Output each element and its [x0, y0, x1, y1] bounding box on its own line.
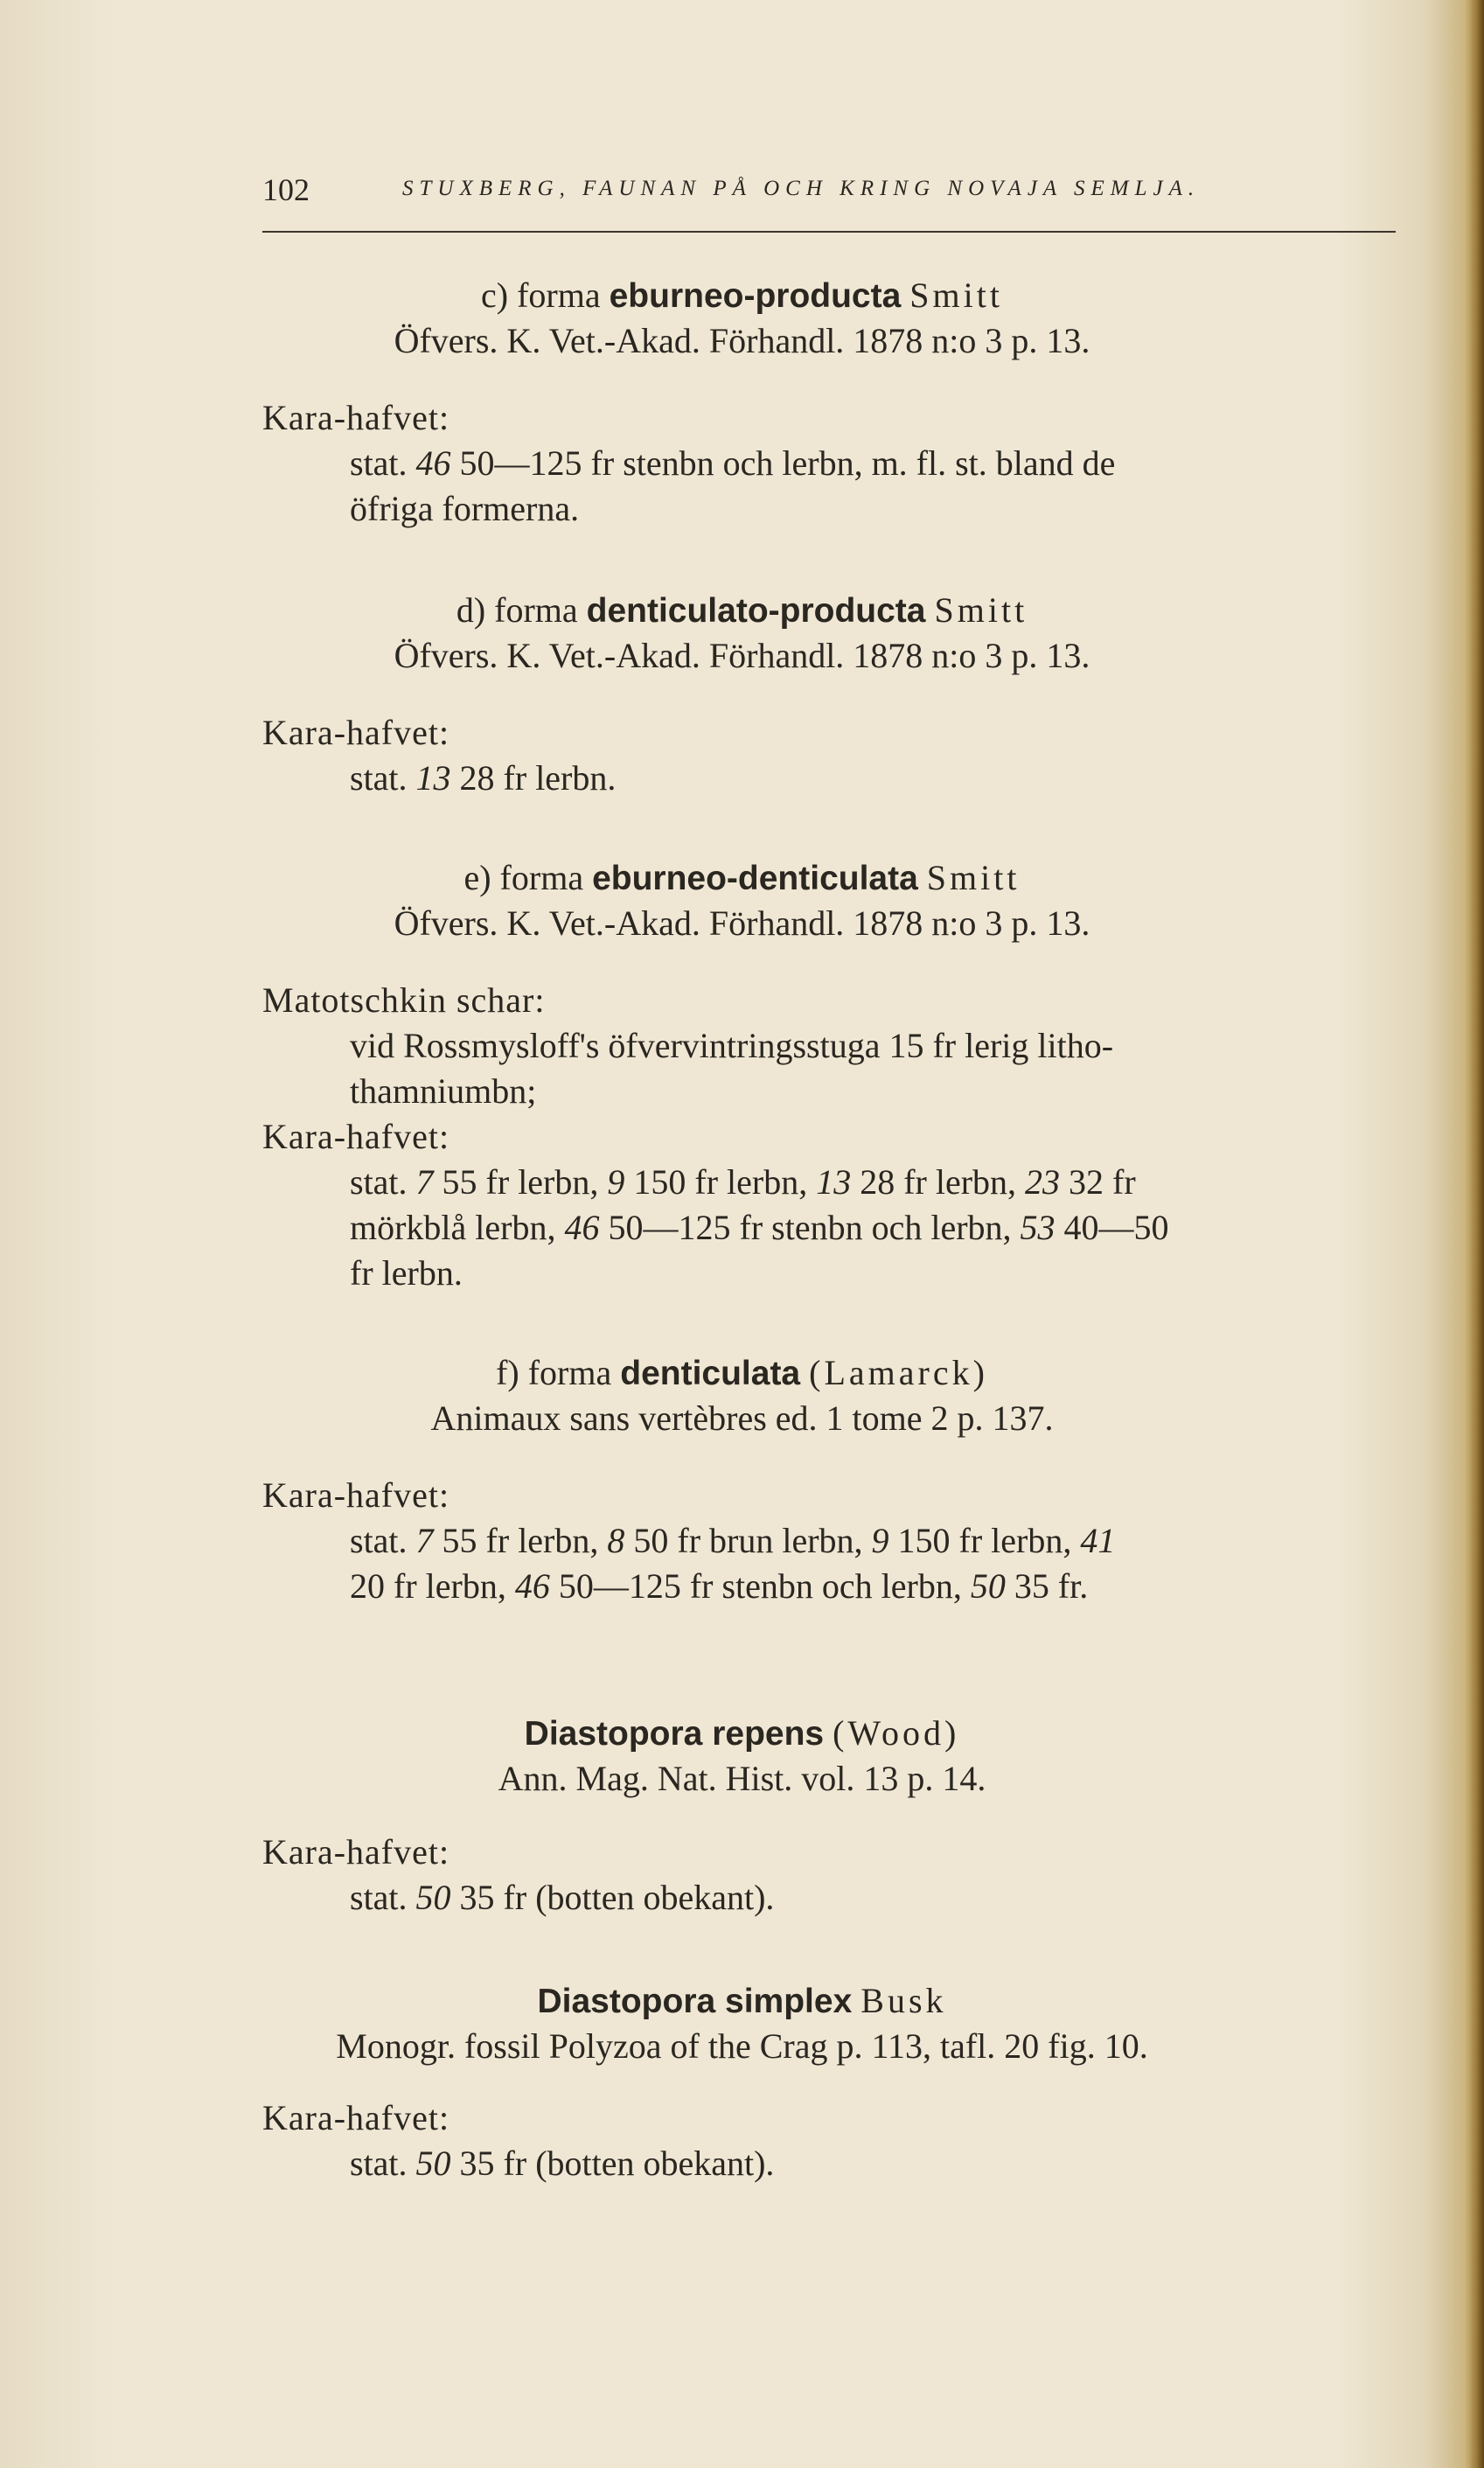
stat-text: 150 fr lerbn,: [888, 1521, 1081, 1560]
location-label: Kara-hafvet:: [262, 398, 450, 437]
heading-diastopora-repens: [0, 1713, 1484, 1753]
taxon-author: Smitt: [909, 275, 1003, 315]
heading-eburneo-producta: [0, 275, 1484, 315]
taxon-author: Smitt: [934, 590, 1028, 630]
page-header: [262, 171, 1399, 215]
station-number: 50: [415, 2144, 451, 2183]
station-number: 46: [415, 443, 451, 483]
station-line: [350, 2146, 774, 2181]
station-number: 9: [607, 1162, 625, 1202]
station-line: [350, 1162, 1136, 1202]
station-line: [350, 1566, 1089, 1606]
taxon-name: eburneo-denticulata: [592, 860, 918, 897]
station-line: fr lerbn.: [350, 1253, 463, 1293]
taxon-author: Busk: [860, 1981, 947, 2020]
reference-line: Monogr. fossil Polyzoa of the Crag p. 113, tafl. 20 fig. 10.: [336, 2026, 1148, 2066]
location-label: Matotschkin schar:: [262, 980, 546, 1020]
station-line: [350, 1880, 774, 1915]
station-number: 7: [415, 1162, 434, 1202]
heading-denticulata: [0, 1353, 1484, 1392]
station-line: [350, 1523, 1115, 1558]
location-label: Kara-hafvet:: [262, 1117, 450, 1156]
stat-text: 50—125 fr stenbn och lerbn, m. fl. st. bland de: [450, 443, 1116, 483]
locality-line: thamniumbn;: [350, 1071, 537, 1111]
reference-line: Öfvers. K. Vet.-Akad. Förhandl. 1878 n:o 3 p. 13.: [394, 903, 1090, 943]
reference-line: Öfvers. K. Vet.-Akad. Förhandl. 1878 n:o 3 p. 13.: [394, 321, 1090, 360]
station-number: 8: [607, 1521, 625, 1560]
stat-text: 50—125 fr stenbn och lerbn,: [549, 1566, 971, 1606]
taxon-name: denticulata: [620, 1355, 801, 1392]
station-number: 46: [514, 1566, 550, 1606]
stat-text: 35 fr (botten obekant).: [450, 1878, 775, 1917]
reference-line: Öfvers. K. Vet.-Akad. Förhandl. 1878 n:o 3 p. 13.: [394, 636, 1090, 675]
stat-text: 50—125 fr stenbn och lerbn,: [599, 1208, 1021, 1247]
forma-prefix: e) forma: [463, 858, 593, 897]
station-number: 13: [415, 758, 451, 798]
location-label: Kara-hafvet:: [262, 1832, 450, 1872]
station-number: 13: [816, 1162, 852, 1202]
heading-denticulato-producta: [0, 590, 1484, 630]
station-line: [350, 1210, 1169, 1245]
taxon-author: (Lamarck): [809, 1353, 988, 1392]
location-label: Kara-hafvet:: [262, 2098, 450, 2137]
stat-text: 55 fr lerbn,: [433, 1521, 608, 1560]
stat-text: 35 fr (botten obekant).: [450, 2144, 775, 2183]
page-edge: [1465, 0, 1484, 2468]
stat-text: 32 fr: [1060, 1162, 1136, 1202]
running-title: STUXBERG, FAUNAN PÅ OCH KRING NOVAJA SEMLJA.: [402, 177, 1201, 200]
taxon-name: Diastopora simplex: [537, 1983, 853, 2020]
stat-text: 150 fr lerbn,: [624, 1162, 817, 1202]
heading-diastopora-simplex: [0, 1983, 1484, 2018]
taxon-name: Diastopora repens: [524, 1715, 825, 1753]
station-number: 9: [871, 1521, 889, 1560]
header-rule: [262, 231, 1396, 233]
taxon-name: eburneo-producta: [609, 277, 902, 315]
reference-line: Animaux sans vertèbres ed. 1 tome 2 p. 137.: [430, 1398, 1054, 1438]
taxon-author: Smitt: [926, 858, 1021, 897]
stat-text: stat.: [350, 758, 416, 798]
page-number: 102: [262, 172, 310, 207]
stat-text: 35 fr.: [1005, 1566, 1089, 1606]
station-number: 50: [970, 1566, 1006, 1606]
forma-prefix: c) forma: [481, 275, 610, 315]
station-line: öfriga formerna.: [350, 489, 580, 528]
locality-line: vid Rossmysloff's öfvervintringsstuga 15 fr lerig litho-: [350, 1026, 1114, 1065]
heading-eburneo-denticulata: [0, 858, 1484, 897]
stat-text: stat.: [350, 1521, 416, 1560]
station-number: 50: [415, 1878, 451, 1917]
stat-text: 55 fr lerbn,: [433, 1162, 608, 1202]
station-number: 23: [1025, 1162, 1061, 1202]
station-line: [350, 758, 617, 798]
stat-text: stat.: [350, 2144, 416, 2183]
station-number: 7: [415, 1521, 434, 1560]
station-line: [350, 443, 1116, 483]
forma-prefix: d) forma: [456, 590, 587, 630]
taxon-name: denticulato-producta: [586, 592, 926, 630]
station-number: 53: [1020, 1208, 1056, 1247]
stat-text: 20 fr lerbn,: [350, 1566, 515, 1606]
reference-line: Ann. Mag. Nat. Hist. vol. 13 p. 14.: [498, 1759, 986, 1798]
stat-text: 50 fr brun lerbn,: [624, 1521, 872, 1560]
location-label: Kara-hafvet:: [262, 1475, 450, 1515]
stat-text: stat.: [350, 1878, 416, 1917]
stat-text: 40—50: [1055, 1208, 1169, 1247]
stat-text: mörkblå lerbn,: [350, 1208, 565, 1247]
station-number: 41: [1080, 1521, 1116, 1560]
location-label: Kara-hafvet:: [262, 713, 450, 752]
stat-text: 28 fr lerbn,: [851, 1162, 1026, 1202]
taxon-author: (Wood): [833, 1713, 960, 1753]
forma-prefix: f) forma: [496, 1353, 621, 1392]
stat-text: stat.: [350, 1162, 416, 1202]
stat-text: stat.: [350, 443, 416, 483]
stat-text: 28 fr lerbn.: [450, 758, 617, 798]
station-number: 46: [564, 1208, 600, 1247]
